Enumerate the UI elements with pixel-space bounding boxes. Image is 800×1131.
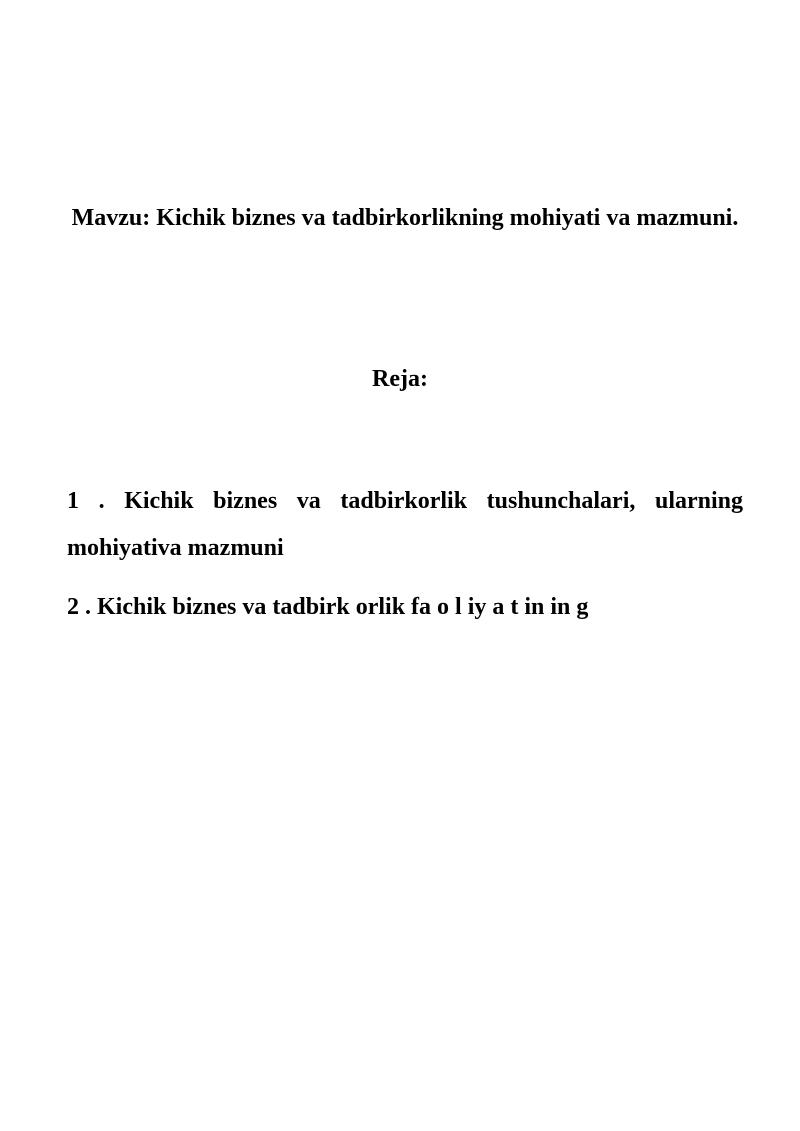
plan-item-1: 1 . Kichik biznes va tadbirkorlik tushunchalari, ularning mohiyativa mazmuni bbox=[67, 488, 743, 561]
document-title: Mavzu: Kichik biznes va tadbirkorlikning mohiyati va mazmuni. bbox=[71, 205, 739, 231]
plan-heading: Reja: bbox=[372, 366, 428, 392]
plan-list bbox=[67, 478, 743, 643]
plan-item-2: 2 . Kichik biznes va tadbirk orlik fa o l iy a t in in g bbox=[67, 594, 589, 620]
